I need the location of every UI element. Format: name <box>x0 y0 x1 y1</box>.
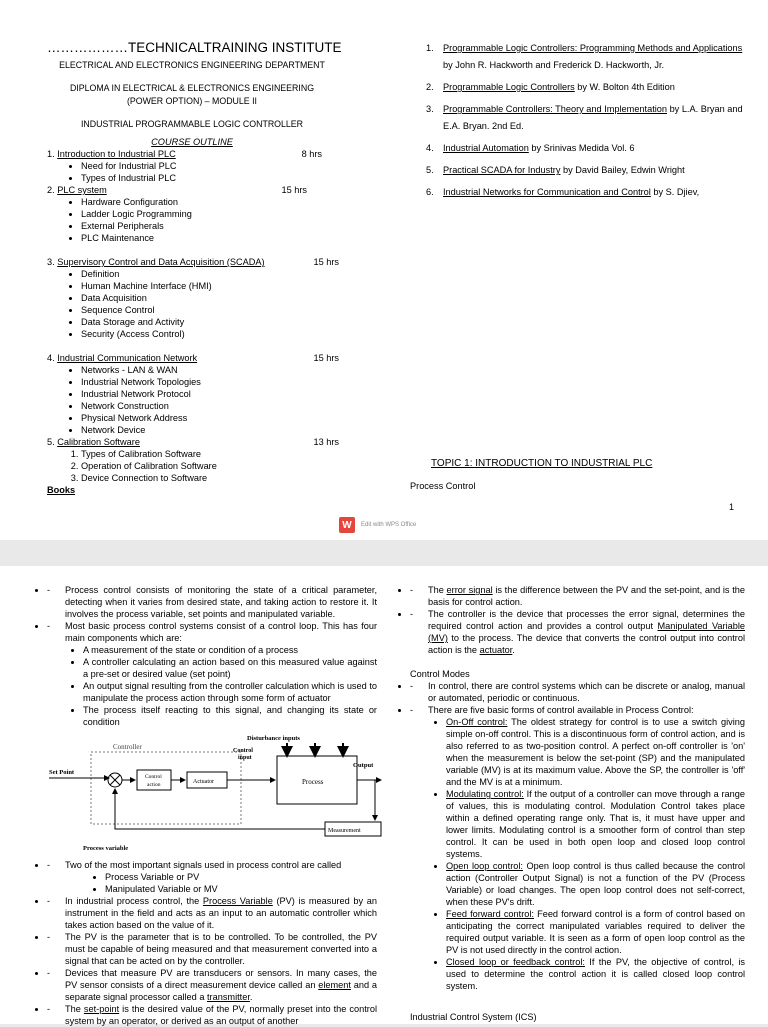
subject-title: INDUSTRIAL PROGRAMMABLE LOGIC CONTROLLER <box>80 119 304 129</box>
disturbance-label: Disturbance inputs <box>247 735 300 742</box>
control-input-label-1: Control <box>233 748 253 754</box>
section-4-header: 4. Industrial Communication Network 15 hrs <box>47 353 339 363</box>
list-item: - • Most basic process control systems consist of a control loop. This has four main components which are: • A measurement of the state or condition of a process • A controller calculating an action based on this measured value against a pre-set or desired value (set point) • An output signal resulting from the controller calculation which is used to manipulate the process action through some form of actuator • The process itself reacting to this signal, and changing its state or condition <box>47 620 377 728</box>
section-1-header: 1. Introduction to Industrial PLC 8 hrs <box>47 149 322 159</box>
list-item: • Industrial Network Topologies <box>81 376 377 388</box>
list-item: • Network Device <box>81 424 377 436</box>
process-control-list <box>47 584 377 728</box>
section-5-header: 5. Calibration Software 13 hrs <box>47 437 339 447</box>
feedback-line <box>115 789 325 829</box>
list-item: - • The set-point is the desired value of the PV, normally preset into the control system by an operator, or derived as an output of another <box>47 1003 377 1027</box>
list-item: 3. Device Connection to Software <box>81 472 377 484</box>
list-item: - • In industrial process control, the Process Variable (PV) is measured by an instrument in the field and acts as an input to an automatic controller which takes action based on the value of it. <box>47 895 377 931</box>
list-item: - • Two of the most important signals used in process control are called • Process Variable or PV • Manipulated Variable or MV <box>47 859 377 895</box>
section-5-list <box>47 448 377 484</box>
list-item: - • Process control consists of monitoring the state of a critical parameter, detecting when it varies from desired state, and taking action to restore it. It involves the process variable, set points and manipulated variable. <box>47 584 377 620</box>
department-name: ELECTRICAL AND ELECTRONICS ENGINEERING DEPARTMENT <box>59 60 325 70</box>
wps-edit-link[interactable] <box>339 517 416 533</box>
process-variable-label: Process variable <box>83 845 129 852</box>
list-item: 4. Industrial Automation by Srinivas Medida Vol. 6 <box>426 143 635 153</box>
list-item: • Data Acquisition <box>81 292 377 304</box>
list-item: • Feed forward control: Feed forward control is a form of control based on anticipating the correct manipulated variables required to deliver the required output variable. It is seen as a form of open loop control as the PV is not used directly in the control action. <box>446 908 745 956</box>
section-3-header: 3. Supervisory Control and Data Acquisition (SCADA) 15 hrs <box>47 257 339 267</box>
section-4-hours: 15 hrs <box>313 353 339 363</box>
wps-edit-text: Edit with WPS Office <box>361 522 417 528</box>
controller-label: Controller <box>113 743 142 751</box>
list-item: • Sequence Control <box>81 304 377 316</box>
error-signal-list <box>410 584 745 656</box>
list-item: • A controller calculating an action based on this measured value against a pre-set or desired value (set point) <box>83 656 377 680</box>
list-item: • Process Variable or PV <box>105 871 377 883</box>
books-label: Books <box>47 485 76 495</box>
section-3-hours: 15 hrs <box>313 257 339 267</box>
list-item: • On-Off control: The oldest strategy for control is to use a switch giving simple on-off control. This is a discontinuous form of control action, and is also referred to as two-position control. A perfect on-off controller is 'on' when the measurement is below the set-point (SP) and the manipulated variable (MV) is at its maximum value. Above the SP, the controller is 'off' and the MV is at a minimum. <box>446 716 745 788</box>
list-item: • Network Construction <box>81 400 377 412</box>
wps-logo-icon: W <box>339 517 355 533</box>
section-5-title: Calibration Software <box>57 437 140 447</box>
list-item: 1. Programmable Logic Controllers: Programming Methods and Applications by John R. Hackworth and Frederick D. Hackworth, Jr. <box>426 43 743 70</box>
list-item: • Types of Industrial PLC <box>81 172 377 184</box>
header-block <box>47 60 337 130</box>
list-item: • Hardware Configuration <box>81 196 377 208</box>
components-list <box>65 644 377 728</box>
list-item: • Definition <box>81 268 377 280</box>
references-list <box>426 40 746 201</box>
list-item: 2. Operation of Calibration Software <box>81 460 377 472</box>
list-item: - • There are five basic forms of control available in Process Control: • On-Off control: The oldest strategy for control is to use a switch giving simple on-off control. This is a discontinuous form of control action, and is also referred to as two-position control. A perfect on-off controller is 'on' when the measurement is below the set-point (SP) and the manipulated variable (MV) is at its maximum value. Above the SP, the controller is 'off' and the MV is at a minimum. • Modulating control: If the output of a controller can move through a range of values, this is modulating control. Modulation Control takes place within a defined operating range only. That is, it must have upper and lower limits. Modulating control is a smoother form of control than step control. It can be used in both open loop and closed loop control systems. • Open loop control: Open loop control is thus called because the control action (Controller Output Signal) is not a function of the PV (Process Variable) or load changes. The open loop control does not self-correct, when these PV's drift. • Feed forward control: Feed forward control is a form of control based on anticipating the correct manipulated variables required to deliver the required output variable. It is seen as a form of open loop control as the PV is not used directly in the control action. • Closed loop or feedback control: If the PV, the objective of control, is used to determine the control action it is called closed loop control system. <box>410 704 745 992</box>
diploma-line-1: DIPLOMA IN ELECTRICAL & ELECTRONICS ENGINEERING <box>69 83 315 93</box>
list-item: 6. Industrial Networks for Communication and Control by S. Djiev, <box>426 187 700 197</box>
topic-heading: TOPIC 1: INTRODUCTION TO INDUSTRIAL PLC <box>431 458 653 469</box>
list-item: - • The PV is the parameter that is to be controlled. To be controlled, the PV must be capable of being measured and that measurement converted into a signal that can be acted on by the controller. <box>47 931 377 967</box>
section-2-hours: 15 hrs <box>281 185 307 195</box>
list-item: • The process itself reacting to this signal, and changing its state or condition <box>83 704 377 728</box>
list-item: 3. Programmable Controllers: Theory and Implementation by L.A. Bryan and E.A. Bryan. 2nd Ed. <box>426 104 743 131</box>
control-modes-heading: Control Modes <box>410 669 470 679</box>
actuator-label: Actuator <box>193 779 214 785</box>
list-item: - • In control, there are control systems which can be discrete or analog, manual or automated, periodic or continuous. <box>410 680 745 704</box>
course-outline-title: COURSE OUTLINE <box>151 137 233 147</box>
list-item: • Human Machine Interface (HMI) <box>81 280 377 292</box>
list-item: • Data Storage and Activity <box>81 316 377 328</box>
course-outline-column <box>47 40 377 496</box>
list-item: • Industrial Network Protocol <box>81 388 377 400</box>
set-point-label: Set Point <box>49 769 75 776</box>
control-action-label-1: Control <box>145 774 162 780</box>
section-2-header: 2. PLC system 15 hrs <box>47 185 307 195</box>
control-loop-diagram <box>47 734 383 852</box>
list-item: • Manipulated Variable or MV <box>105 883 377 895</box>
list-item: • A measurement of the state or condition of a process <box>83 644 377 656</box>
page-number: 1 <box>729 502 735 512</box>
section-1-hours: 8 hrs <box>301 149 322 159</box>
list-item: • Ladder Logic Programming <box>81 208 377 220</box>
institute-name: ………………TECHNICALTRAINING INSTITUTE <box>47 40 342 55</box>
process-label: Process <box>302 778 324 786</box>
output-label: Output <box>353 762 374 769</box>
list-item: • Physical Network Address <box>81 412 377 424</box>
signals-sub-list <box>65 871 377 895</box>
signals-list <box>47 859 377 1027</box>
page-2-right-column <box>410 584 745 992</box>
list-item: • Security (Access Control) <box>81 328 377 340</box>
list-item: • Need for Industrial PLC <box>81 160 377 172</box>
section-1-list <box>47 160 377 184</box>
list-item: - • The controller is the device that processes the error signal, determines the required control action and provides a control output Manipulated Variable (MV) to the process. The device that converts the control output into control action is the actuator. <box>410 608 745 656</box>
list-item: - • Devices that measure PV are transducers or sensors. In many cases, the PV sensor consists of a direct measurement device called an element and a separate signal processor called a transmitter. <box>47 967 377 1003</box>
section-3-list <box>47 268 377 340</box>
section-4-title: Industrial Communication Network <box>57 353 198 363</box>
list-item: • Networks - LAN & WAN <box>81 364 377 376</box>
section-3-title: Supervisory Control and Data Acquisition (SCADA) <box>57 257 265 267</box>
control-input-label-2: input <box>238 755 252 761</box>
section-4-list <box>47 364 377 436</box>
ics-heading: Industrial Control System (ICS) <box>410 1012 537 1022</box>
list-item: • Modulating control: If the output of a controller can move through a range of values, this is modulating control. Modulation Control takes place within a defined operating range only. That is, it must have upper and lower limits. Modulating control is a smoother form of control than step control. It can be used in both open loop and closed loop control systems. <box>446 788 745 860</box>
control-action-label-2: action <box>147 782 161 788</box>
section-1-title: Introduction to Industrial PLC <box>57 149 176 159</box>
list-item: • PLC Maintenance <box>81 232 377 244</box>
page-2-left-column <box>47 584 377 1027</box>
list-item: • Closed loop or feedback control: If the PV, the objective of control, is used to determine the control action it is called closed loop control system. <box>446 956 745 992</box>
list-item: 5. Practical SCADA for Industry by David Bailey, Edwin Wright <box>426 165 685 175</box>
section-5-hours: 13 hrs <box>313 437 339 447</box>
process-control-heading: Process Control <box>410 481 476 491</box>
section-2-list <box>47 196 377 244</box>
list-item: • Open loop control: Open loop control is thus called because the control action (Controller Output Signal) is not a function of the PV (Process Variable) or load changes. The open loop control does not self-correct, when these PV's drift. <box>446 860 745 908</box>
list-item: - • The error signal is the difference between the PV and the set-point, and is the basis for control action. <box>410 584 745 608</box>
list-item: 2. Programmable Logic Controllers by W. Bolton 4th Edition <box>426 82 675 92</box>
diploma-line-2: (POWER OPTION) – MODULE II <box>126 96 257 106</box>
measurement-label: Measurement <box>328 828 361 834</box>
list-item: 1. Types of Calibration Software <box>81 448 377 460</box>
control-modes-list <box>410 680 745 992</box>
section-2-title: PLC system <box>57 185 107 195</box>
modes-numbered-list <box>428 716 745 992</box>
references-column <box>426 40 746 206</box>
list-item: • An output signal resulting from the controller calculation which is used to manipulate the process action through some form of actuator <box>83 680 377 704</box>
list-item: • External Peripherals <box>81 220 377 232</box>
